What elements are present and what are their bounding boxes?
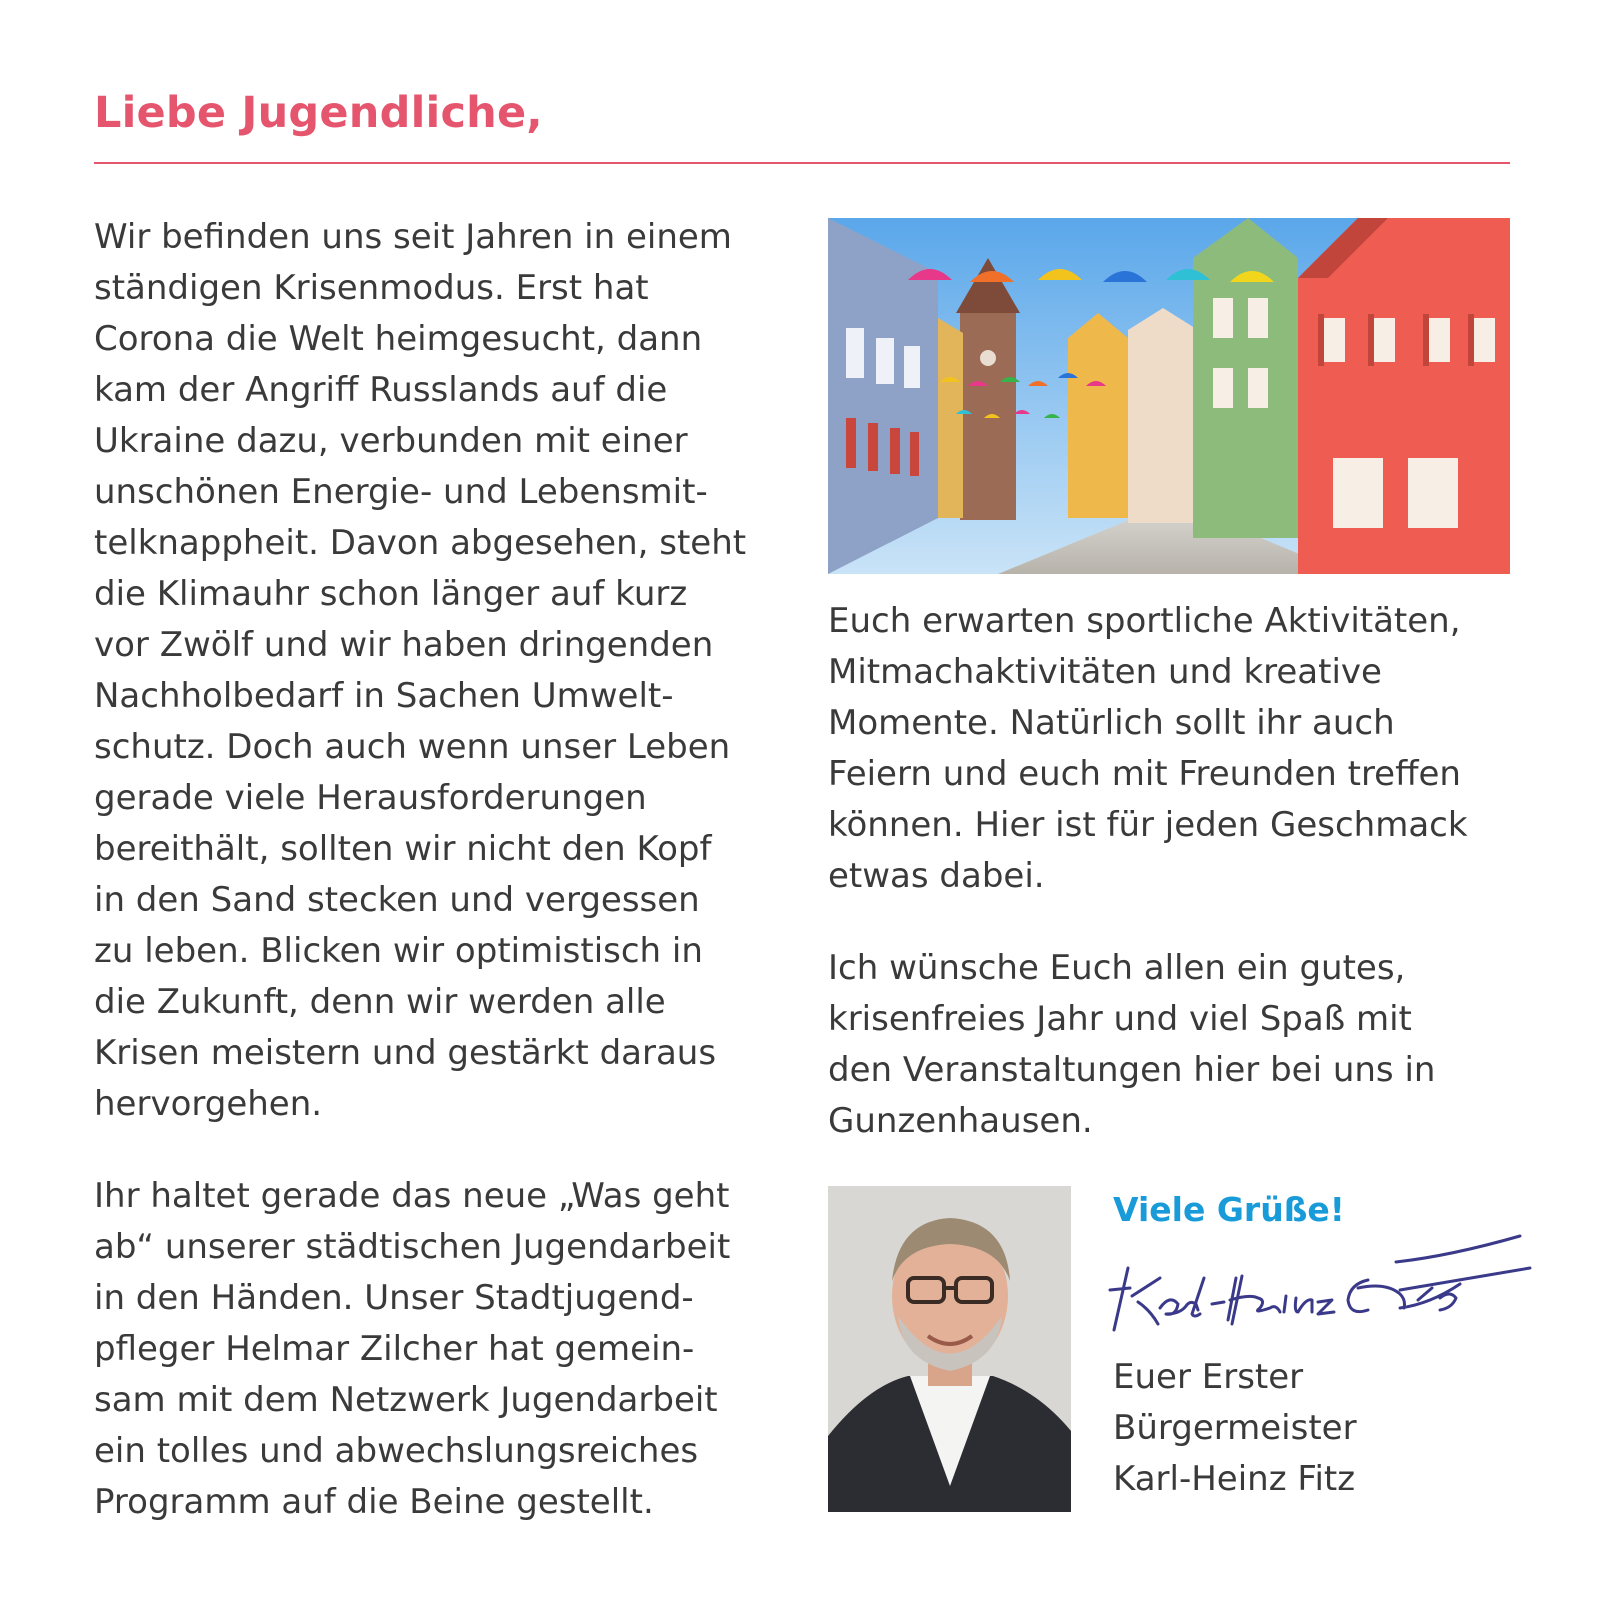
text-line: schutz. Doch auch wenn unser Leben — [94, 727, 731, 767]
text-line: telknappheit. Davon abgesehen, steht — [94, 523, 747, 563]
mayor-portrait-photo — [828, 1186, 1071, 1512]
text-line: Euch erwarten sportliche Aktivitäten, — [828, 601, 1461, 641]
text-line: Nachholbedarf in Sachen Umwelt- — [94, 676, 674, 716]
signoff-title: Bürgermeister — [1113, 1408, 1357, 1448]
text-line: Ihr haltet gerade das neue „Was geht — [94, 1176, 730, 1216]
intro-paragraph — [94, 212, 794, 1130]
text-line: Feiern und euch mit Freunden treffen — [828, 754, 1461, 794]
text-line: unschönen Energie- und Lebensmit- — [94, 472, 708, 512]
left-column — [94, 212, 794, 1569]
text-line: in den Händen. Unser Stadtjugend- — [94, 1278, 694, 1318]
text-line: Gunzenhausen. — [828, 1101, 1093, 1141]
street-illustration — [828, 218, 1510, 574]
text-line: Mitmachaktivitäten und kreative — [828, 652, 1382, 692]
text-line: Ukraine dazu, verbunden mit einer — [94, 421, 688, 461]
mayor-signoff — [1113, 1352, 1357, 1505]
text-line: krisenfreies Jahr und viel Spaß mit — [828, 999, 1412, 1039]
text-line: die Klimauhr schon länger auf kurz — [94, 574, 688, 614]
street-umbrellas-photo — [828, 218, 1510, 574]
signoff-line: Euer Erster — [1113, 1357, 1304, 1397]
text-line: Corona die Welt heimgesucht, dann — [94, 319, 703, 359]
text-line: ständigen Krisenmodus. Erst hat — [94, 268, 649, 308]
signature-scribble — [1100, 1228, 1540, 1338]
portrait-illustration — [828, 1186, 1071, 1512]
activities-paragraph — [828, 596, 1518, 902]
text-line: können. Hier ist für jeden Geschmack — [828, 805, 1468, 845]
right-column — [828, 596, 1518, 1188]
wishes-paragraph — [828, 943, 1518, 1147]
text-line: Momente. Natürlich sollt ihr auch — [828, 703, 1395, 743]
text-line: zu leben. Blicken wir optimistisch in — [94, 931, 703, 971]
handwritten-signature — [1100, 1228, 1540, 1338]
text-line: vor Zwölf und wir haben dringenden — [94, 625, 714, 665]
page-title: Liebe Jugendliche, — [94, 88, 543, 138]
text-line: Wir befinden uns seit Jahren in einem — [94, 217, 732, 257]
text-line: ab“ unserer städtischen Jugendarbeit — [94, 1227, 731, 1267]
text-line: ein tolles und abwechslungsreiches — [94, 1431, 699, 1471]
text-line: Krisen meistern und gestärkt daraus — [94, 1033, 717, 1073]
text-line: kam der Angriff Russlands auf die — [94, 370, 668, 410]
text-line: etwas dabei. — [828, 856, 1045, 896]
text-line: Ich wünsche Euch allen ein gutes, — [828, 948, 1406, 988]
text-line: hervorgehen. — [94, 1084, 323, 1124]
text-line: in den Sand stecken und vergessen — [94, 880, 700, 920]
text-line: gerade viele Herausforderungen — [94, 778, 647, 818]
program-paragraph — [94, 1171, 794, 1528]
text-line: die Zukunft, denn wir werden alle — [94, 982, 666, 1022]
signoff-name: Karl-Heinz Fitz — [1113, 1459, 1356, 1499]
text-line: sam mit dem Netzwerk Jugendarbeit — [94, 1380, 718, 1420]
text-line: Programm auf die Beine gestellt. — [94, 1482, 654, 1522]
text-line: bereithält, sollten wir nicht den Kopf — [94, 829, 712, 869]
text-line: den Veranstaltungen hier bei uns in — [828, 1050, 1436, 1090]
title-divider — [94, 162, 1510, 164]
greeting-text: Viele Grüße! — [1113, 1190, 1345, 1229]
text-line: pfleger Helmar Zilcher hat gemein- — [94, 1329, 695, 1369]
